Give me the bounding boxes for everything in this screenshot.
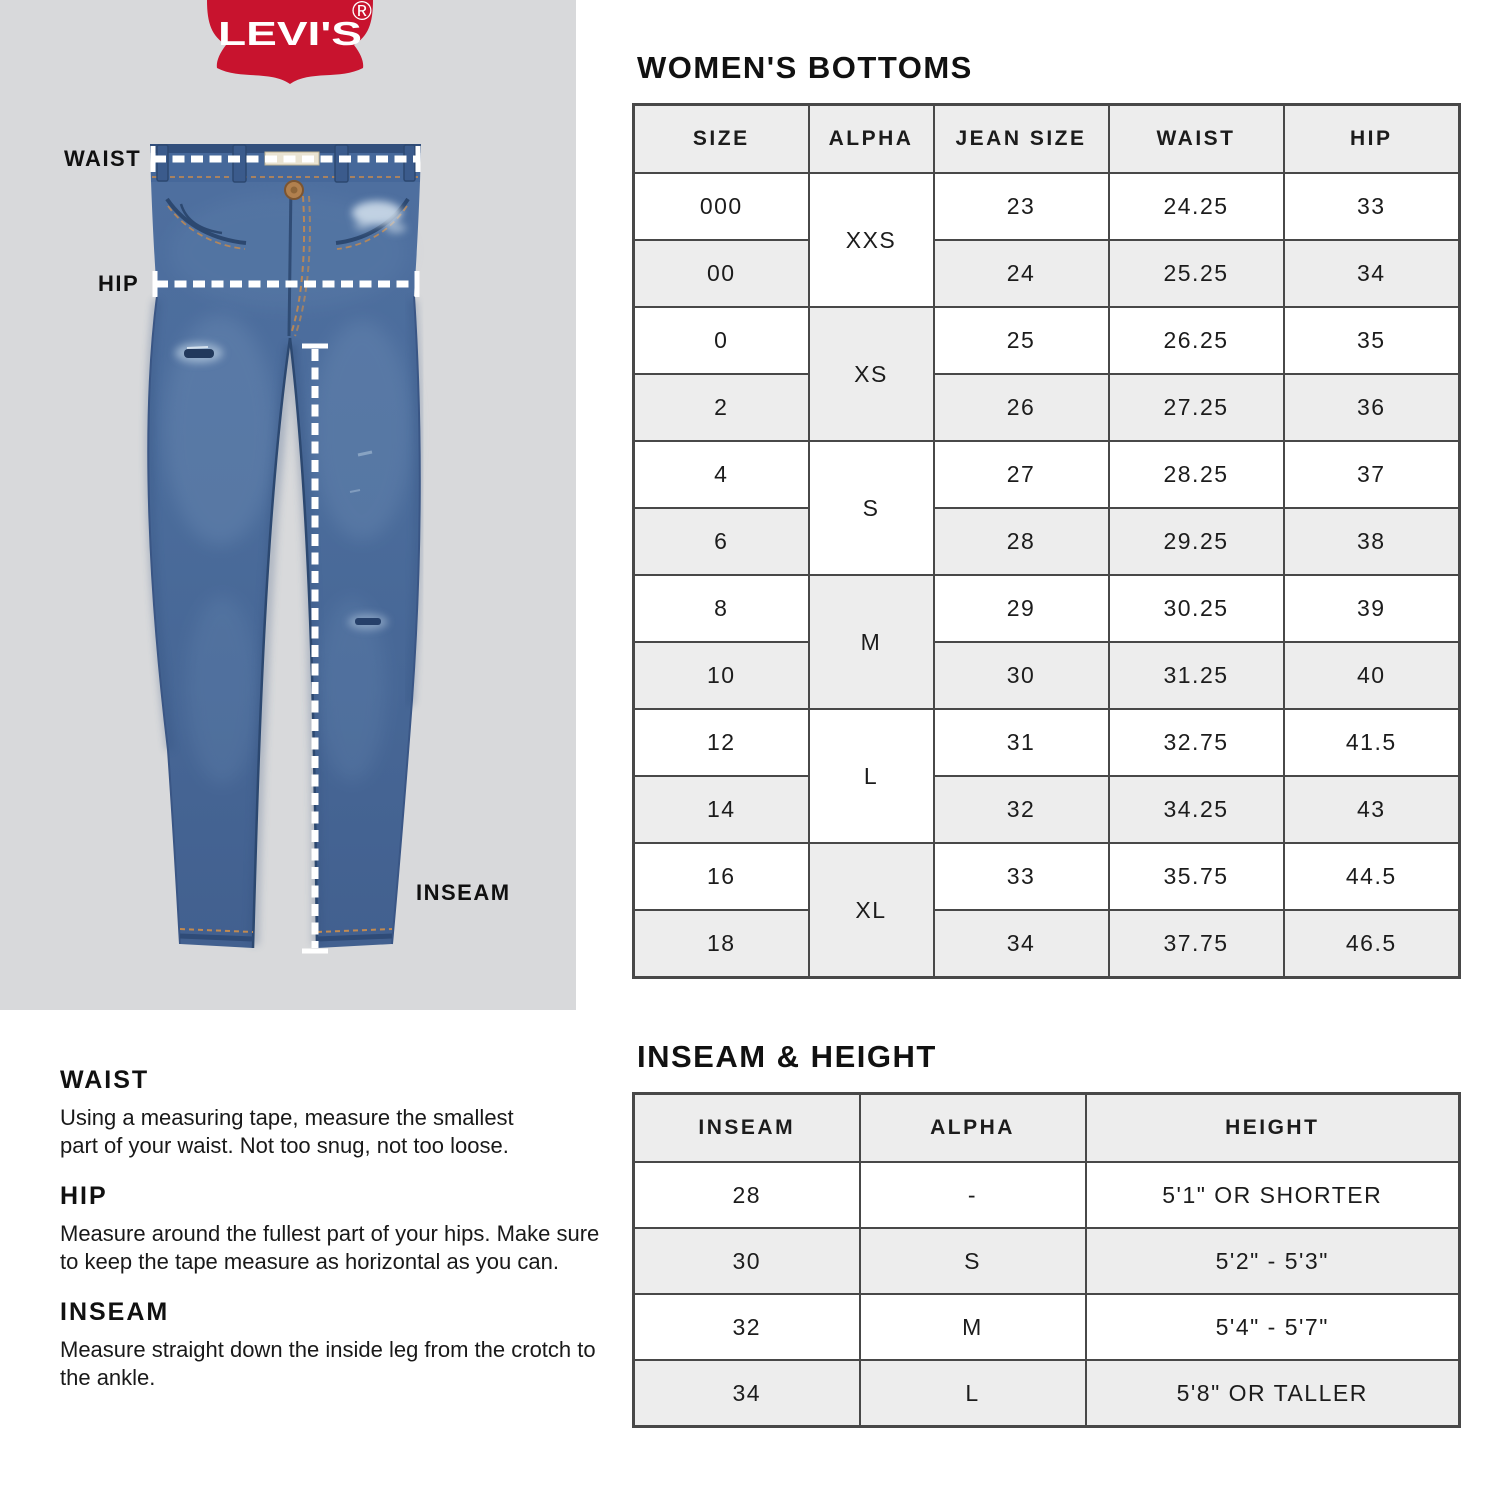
jean-size-cell: 33: [934, 843, 1109, 910]
size-cell: 18: [634, 910, 809, 978]
waist-cell: 34.25: [1109, 776, 1284, 843]
inseam-cell: 34: [634, 1360, 860, 1427]
table-row: [634, 307, 1460, 374]
jean-size-cell: 29: [934, 575, 1109, 642]
table-row: [634, 910, 1460, 978]
jean-size-cell: 34: [934, 910, 1109, 978]
alpha-cell: S: [860, 1228, 1086, 1294]
jeans-body: [148, 181, 420, 948]
column-header: HIP: [1284, 105, 1460, 174]
hip-diagram-label: HIP: [98, 271, 140, 296]
size-cell: 00: [634, 240, 809, 307]
guide-item-waist: [60, 1066, 620, 1160]
waist-cell: 31.25: [1109, 642, 1284, 709]
jean-size-cell: 24: [934, 240, 1109, 307]
table-row: [634, 642, 1460, 709]
guide-title: HIP: [60, 1182, 108, 1210]
hip-cell: 46.5: [1284, 910, 1460, 978]
column-header: WAIST: [1109, 105, 1284, 174]
size-table-body: [634, 173, 1460, 978]
column-header: JEAN SIZE: [934, 105, 1109, 174]
size-cell: 000: [634, 173, 809, 240]
hip-cell: 44.5: [1284, 843, 1460, 910]
waist-cell: 29.25: [1109, 508, 1284, 575]
inseam-diagram-label: INSEAM: [416, 880, 511, 905]
column-header: HEIGHT: [1086, 1094, 1460, 1163]
table-row: [634, 843, 1460, 910]
jean-size-cell: 27: [934, 441, 1109, 508]
inseam-height-title: INSEAM & HEIGHT: [637, 1039, 937, 1074]
height-cell: 5'1" OR SHORTER: [1086, 1162, 1460, 1228]
jean-size-cell: 26: [934, 374, 1109, 441]
waist-cell: 25.25: [1109, 240, 1284, 307]
size-cell: 2: [634, 374, 809, 441]
size-cell: 6: [634, 508, 809, 575]
table-row: [634, 240, 1460, 307]
inseam-height-table: [632, 1092, 1461, 1428]
table-row: [634, 173, 1460, 240]
jean-size-cell: 23: [934, 173, 1109, 240]
guide-text: Using a measuring tape, measure the smallest part of your waist. Not too snug, not too loose.: [60, 1105, 514, 1158]
guide-text: Measure around the fullest part of your hips. Make sure to keep the tape measure as horizontal as you can.: [60, 1221, 600, 1274]
logo-wordmark: LEVI'S: [218, 15, 362, 52]
size-cell: 16: [634, 843, 809, 910]
womens-bottoms-title: WOMEN'S BOTTOMS: [637, 50, 973, 85]
size-cell: 12: [634, 709, 809, 776]
hip-cell: 35: [1284, 307, 1460, 374]
waist-diagram-label: WAIST: [64, 146, 142, 171]
table-row: [634, 776, 1460, 843]
alpha-cell: M: [860, 1294, 1086, 1360]
hip-cell: 41.5: [1284, 709, 1460, 776]
hip-cell: 43: [1284, 776, 1460, 843]
alpha-cell: XS: [809, 307, 934, 441]
guide-item-inseam: [60, 1298, 620, 1392]
column-header: ALPHA: [809, 105, 934, 174]
table-header-row: [634, 105, 1460, 174]
waist-cell: 30.25: [1109, 575, 1284, 642]
inseam-cell: 30: [634, 1228, 860, 1294]
waist-cell: 24.25: [1109, 173, 1284, 240]
womens-bottoms-table: [632, 103, 1461, 979]
hip-cell: 38: [1284, 508, 1460, 575]
waist-cell: 26.25: [1109, 307, 1284, 374]
column-header: SIZE: [634, 105, 809, 174]
guide-item-hip: [60, 1182, 620, 1276]
hip-cell: 40: [1284, 642, 1460, 709]
alpha-cell: -: [860, 1162, 1086, 1228]
height-cell: 5'4" - 5'7": [1086, 1294, 1460, 1360]
hip-cell: 37: [1284, 441, 1460, 508]
guide-title: WAIST: [60, 1066, 150, 1094]
jean-size-cell: 30: [934, 642, 1109, 709]
column-header: INSEAM: [634, 1094, 860, 1163]
table-row: [634, 508, 1460, 575]
jean-size-cell: 31: [934, 709, 1109, 776]
size-cell: 10: [634, 642, 809, 709]
alpha-cell: M: [809, 575, 934, 709]
jean-size-cell: 32: [934, 776, 1109, 843]
table-row: [634, 1294, 1460, 1360]
size-cell: 8: [634, 575, 809, 642]
alpha-cell: L: [809, 709, 934, 843]
table-row: [634, 575, 1460, 642]
jean-size-cell: 25: [934, 307, 1109, 374]
registered-mark-icon: ®: [352, 0, 372, 26]
guide-text: Measure straight down the inside leg from the crotch to the ankle.: [60, 1337, 596, 1390]
height-cell: 5'8" OR TALLER: [1086, 1360, 1460, 1427]
hip-cell: 34: [1284, 240, 1460, 307]
size-cell: 0: [634, 307, 809, 374]
table-row: [634, 1162, 1460, 1228]
hip-cell: 33: [1284, 173, 1460, 240]
waist-cell: 28.25: [1109, 441, 1284, 508]
table-header-row: [634, 1094, 1460, 1163]
alpha-cell: XXS: [809, 173, 934, 307]
hip-cell: 36: [1284, 374, 1460, 441]
waist-cell: 35.75: [1109, 843, 1284, 910]
inseam-cell: 28: [634, 1162, 860, 1228]
hip-cell: 39: [1284, 575, 1460, 642]
inseam-table-header: [634, 1094, 1460, 1163]
table-row: [634, 1228, 1460, 1294]
waist-cell: 37.75: [1109, 910, 1284, 978]
alpha-cell: S: [809, 441, 934, 575]
guide-title: INSEAM: [60, 1298, 170, 1326]
inseam-table-body: [634, 1162, 1460, 1427]
table-row: [634, 1360, 1460, 1427]
alpha-cell: L: [860, 1360, 1086, 1427]
inseam-cell: 32: [634, 1294, 860, 1360]
table-row: [634, 441, 1460, 508]
column-header: ALPHA: [860, 1094, 1086, 1163]
jean-size-cell: 28: [934, 508, 1109, 575]
photo-panel: [0, 0, 576, 1010]
size-table-header: [634, 105, 1460, 174]
size-cell: 14: [634, 776, 809, 843]
table-row: [634, 709, 1460, 776]
measuring-guide: [60, 1066, 620, 1414]
alpha-cell: XL: [809, 843, 934, 978]
waist-cell: 27.25: [1109, 374, 1284, 441]
height-cell: 5'2" - 5'3": [1086, 1228, 1460, 1294]
table-row: [634, 374, 1460, 441]
size-cell: 4: [634, 441, 809, 508]
waist-cell: 32.75: [1109, 709, 1284, 776]
